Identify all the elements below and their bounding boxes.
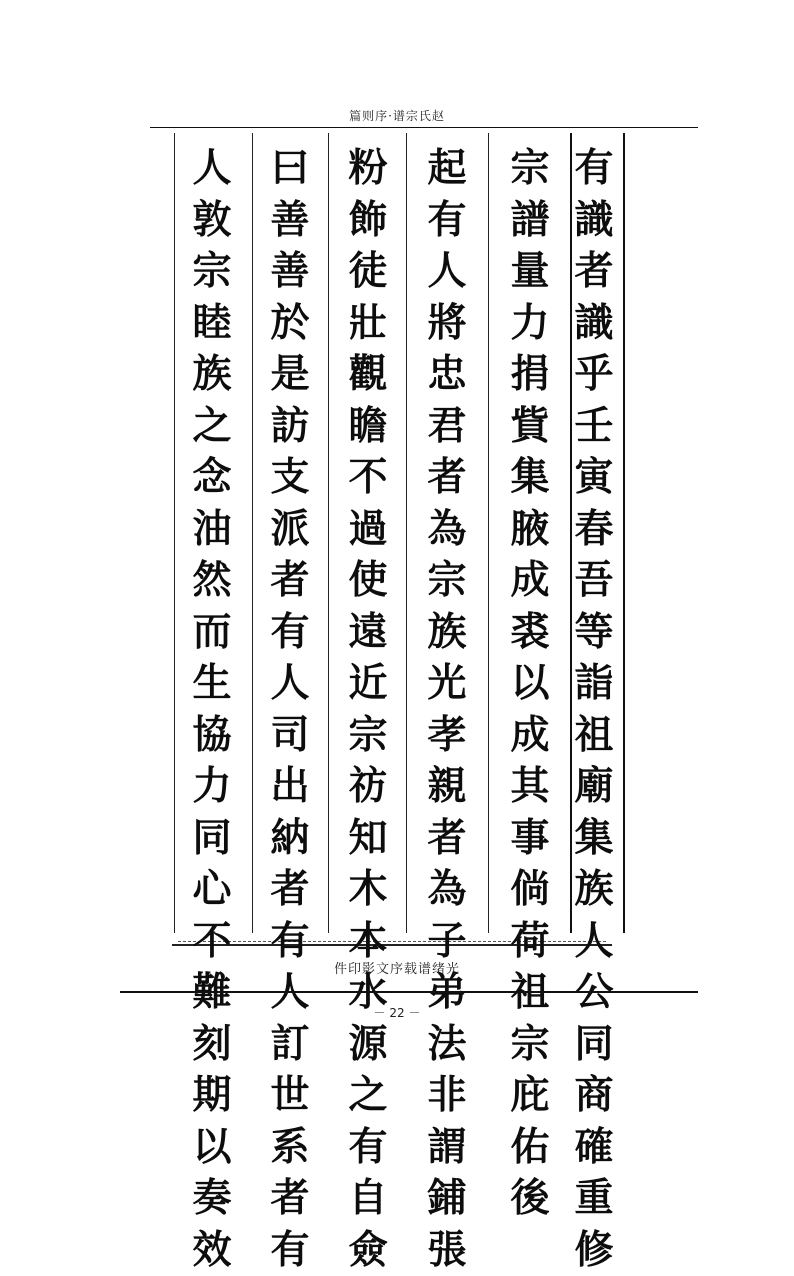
column-character: 木 [339,864,397,916]
column-character: 公 [565,967,623,1019]
column-character: 重 [565,1173,623,1225]
footer-rule [120,991,698,993]
column-character: 敦 [183,195,241,247]
column-character: 之 [339,1070,397,1122]
column-character: 善 [261,246,319,298]
column-character: 粉 [339,143,397,195]
column-character: 徒 [339,246,397,298]
frame-right [623,133,625,933]
column-character: 事 [501,813,559,865]
column-character: 光 [418,658,476,710]
column-character: 生 [183,658,241,710]
text-column-1 [565,143,623,938]
scanned-genealogy-page [168,133,636,948]
column-character: 支 [261,452,319,504]
column-character: 者 [261,1173,319,1225]
column-character: 為 [418,504,476,556]
header-rule [150,127,698,128]
text-column-6 [183,143,241,938]
column-character: 為 [418,864,476,916]
column-character: 忠 [418,349,476,401]
column-character: 油 [183,504,241,556]
column-character: 協 [183,710,241,762]
column-character: 荷 [501,916,559,968]
column-character: 力 [183,761,241,813]
column-character: 成 [501,555,559,607]
column-divider [488,133,489,933]
column-character: 而 [183,607,241,659]
text-column-4 [339,143,397,938]
column-character: 鋪 [418,1173,476,1225]
column-character: 難 [183,967,241,1019]
column-character: 納 [261,813,319,865]
text-column-5 [261,143,319,938]
column-character: 吾 [565,555,623,607]
column-character: 觀 [339,349,397,401]
column-character: 君 [418,401,476,453]
column-character: 訂 [261,1019,319,1071]
column-character: 有 [261,1225,319,1276]
column-character: 人 [565,916,623,968]
column-character: 者 [418,452,476,504]
column-character: 將 [418,298,476,350]
column-character: 修 [565,1225,623,1276]
column-character: 孝 [418,710,476,762]
column-character: 出 [261,761,319,813]
column-character: 訪 [261,401,319,453]
column-character: 集 [501,452,559,504]
column-character: 庇 [501,1070,559,1122]
column-character: 自 [339,1173,397,1225]
column-character: 宗 [501,143,559,195]
column-character: 睦 [183,298,241,350]
column-character: 源 [339,1019,397,1071]
running-header: 篇则序·谱宗氏赵 [0,107,794,124]
column-character: 者 [261,555,319,607]
column-character: 飾 [339,195,397,247]
column-character: 人 [183,143,241,195]
column-character: 詣 [565,658,623,710]
column-character: 裘 [501,607,559,659]
column-character: 族 [183,349,241,401]
column-character: 成 [501,710,559,762]
column-character: 等 [565,607,623,659]
column-character: 有 [261,916,319,968]
column-character: 後 [501,1173,559,1225]
column-character: 有 [261,607,319,659]
column-character: 心 [183,864,241,916]
column-character: 族 [565,864,623,916]
column-character: 不 [183,916,241,968]
column-character: 祖 [501,967,559,1019]
column-character: 寅 [565,452,623,504]
column-character: 有 [418,195,476,247]
column-character: 曰 [261,143,319,195]
column-character: 識 [565,298,623,350]
column-character: 者 [565,246,623,298]
column-character: 貲 [501,401,559,453]
column-character: 弟 [418,967,476,1019]
column-character: 廟 [565,761,623,813]
column-divider [174,133,175,933]
column-character: 張 [418,1225,476,1276]
column-divider [328,133,329,933]
column-character: 腋 [501,504,559,556]
column-character: 以 [501,658,559,710]
column-character: 祖 [565,710,623,762]
column-character: 非 [418,1070,476,1122]
column-character: 過 [339,504,397,556]
column-character: 善 [261,195,319,247]
column-character: 奏 [183,1173,241,1225]
column-character: 識 [565,195,623,247]
column-character: 宗 [339,710,397,762]
column-character: 僉 [339,1225,397,1276]
text-column-3 [418,143,476,938]
column-character: 確 [565,1122,623,1174]
column-character: 以 [183,1122,241,1174]
column-character: 謂 [418,1122,476,1174]
column-character: 親 [418,761,476,813]
column-character: 量 [501,246,559,298]
column-character: 有 [339,1122,397,1174]
column-character: 力 [501,298,559,350]
column-character: 法 [418,1019,476,1071]
column-character: 世 [261,1070,319,1122]
column-divider [406,133,407,933]
column-character: 者 [418,813,476,865]
page-number: － 22 － [0,1004,794,1021]
column-character: 人 [418,246,476,298]
column-character: 期 [183,1070,241,1122]
column-character: 念 [183,452,241,504]
column-character: 宗 [418,555,476,607]
column-character: 水 [339,967,397,1019]
column-character: 之 [183,401,241,453]
column-character: 司 [261,710,319,762]
column-character: 起 [418,143,476,195]
column-character: 本 [339,916,397,968]
column-character: 祊 [339,761,397,813]
column-character: 壯 [339,298,397,350]
column-character: 效 [183,1225,241,1276]
column-character: 同 [183,813,241,865]
column-character: 近 [339,658,397,710]
text-column-2 [501,143,559,938]
column-character: 捐 [501,349,559,401]
column-character: 族 [418,607,476,659]
column-character: 人 [261,658,319,710]
column-character: 子 [418,916,476,968]
column-character: 宗 [183,246,241,298]
column-divider [252,133,253,933]
column-character: 遠 [339,607,397,659]
column-character: 佑 [501,1122,559,1174]
column-character: 不 [339,452,397,504]
column-character: 者 [261,864,319,916]
image-caption: 件印影文序载谱绪光 [0,958,794,977]
column-character: 商 [565,1070,623,1122]
column-character: 瞻 [339,401,397,453]
column-character: 同 [565,1019,623,1071]
column-character: 乎 [565,349,623,401]
column-character: 人 [261,967,319,1019]
column-character: 然 [183,555,241,607]
column-character: 刻 [183,1019,241,1071]
column-character: 譜 [501,195,559,247]
column-character: 知 [339,813,397,865]
column-character: 派 [261,504,319,556]
column-character: 春 [565,504,623,556]
column-character: 系 [261,1122,319,1174]
column-character: 使 [339,555,397,607]
column-character: 壬 [565,401,623,453]
column-character: 有 [565,143,623,195]
column-character: 於 [261,298,319,350]
column-character: 宗 [501,1019,559,1071]
column-character: 是 [261,349,319,401]
column-character: 其 [501,761,559,813]
column-character: 集 [565,813,623,865]
column-character: 倘 [501,864,559,916]
